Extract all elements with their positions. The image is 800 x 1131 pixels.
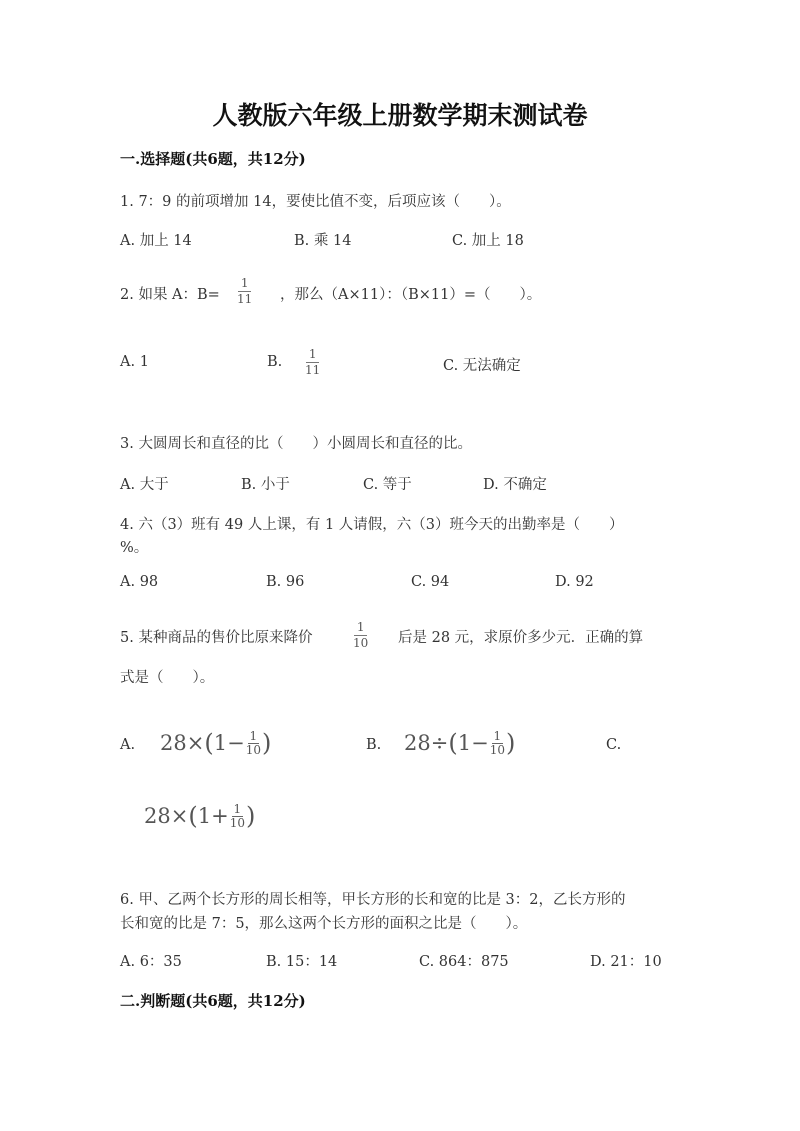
q4-option-c: C. 94 bbox=[411, 574, 450, 590]
question-2-text-end: ，那么（A×11）：（B×11）=（ ）。 bbox=[280, 287, 542, 303]
q3-option-b: B. 小于 bbox=[241, 477, 290, 493]
q2-option-a: A. 1 bbox=[120, 354, 149, 370]
expr-b-operator: ÷ bbox=[430, 731, 449, 755]
q2-fraction-denominator: 11 bbox=[237, 292, 253, 307]
question-4-line-1: 4. 六（3）班有 49 人上课，有 1 人请假，六（3）班今天的出勤率是（ ） bbox=[120, 517, 624, 533]
q5-option-c-label: C. bbox=[606, 737, 622, 753]
expr-c-close-paren: ) bbox=[245, 802, 256, 830]
expr-c-operator: × bbox=[170, 804, 189, 828]
question-4-line-2: %。 bbox=[120, 540, 149, 556]
expr-b-sign: − bbox=[471, 731, 489, 755]
expr-b-open-paren: ( bbox=[448, 729, 458, 757]
q3-option-d: D. 不确定 bbox=[483, 477, 547, 493]
expr-a-open-paren: ( bbox=[204, 729, 214, 757]
q4-option-d: D. 92 bbox=[555, 574, 594, 590]
question-6-line-2: 长和宽的比是 7：5，那么这两个长方形的面积之比是（ ）。 bbox=[120, 916, 528, 932]
q1-option-b: B. 乘 14 bbox=[294, 233, 352, 249]
q5-option-a-label: A. bbox=[120, 737, 136, 753]
q6-option-a: A. 6：35 bbox=[120, 954, 182, 970]
section-heading-judgment: 二.判断题(共6题，共12分) bbox=[120, 992, 306, 1010]
q6-option-c: C. 864：875 bbox=[419, 954, 509, 970]
q5-option-b-expression bbox=[404, 729, 515, 757]
q2-fraction-numerator: 1 bbox=[238, 277, 252, 292]
expr-a-close-paren: ) bbox=[261, 729, 272, 757]
q2-option-b-fraction bbox=[305, 348, 320, 377]
expr-a-number: 28 bbox=[160, 731, 187, 755]
expr-a-fraction-denominator: 10 bbox=[245, 742, 261, 757]
q3-option-c: C. 等于 bbox=[363, 477, 412, 493]
question-2-text-start: 2. 如果 A：B= bbox=[120, 287, 220, 303]
q6-option-b: B. 15：14 bbox=[266, 954, 338, 970]
q5-fraction-numerator: 1 bbox=[354, 621, 368, 636]
expr-a-one: 1 bbox=[213, 731, 228, 755]
question-5-text-start: 5. 某种商品的售价比原来降价 bbox=[120, 630, 313, 646]
question-6-line-1: 6. 甲、乙两个长方形的周长相等，甲长方形的长和宽的比是 3：2，乙长方形的 bbox=[120, 892, 626, 908]
q1-option-a: A. 加上 14 bbox=[120, 233, 192, 249]
q2-option-b-denominator: 11 bbox=[305, 363, 321, 378]
expr-a-fraction bbox=[246, 730, 261, 756]
q2-option-c: C. 无法确定 bbox=[443, 358, 521, 374]
expr-c-one: 1 bbox=[197, 804, 212, 828]
q6-option-d: D. 21：10 bbox=[590, 954, 662, 970]
question-5-text-end: 后是 28 元，求原价多少元．正确的算 bbox=[398, 630, 644, 646]
expr-a-sign: − bbox=[227, 731, 245, 755]
expr-c-open-paren: ( bbox=[188, 802, 198, 830]
question-3-text: 3. 大圆周长和直径的比（ ）小圆周长和直径的比。 bbox=[120, 436, 472, 452]
q5-option-a-expression bbox=[160, 729, 271, 757]
q5-option-b-label: B. bbox=[366, 737, 382, 753]
expr-b-close-paren: ) bbox=[505, 729, 516, 757]
q5-fraction-denominator: 10 bbox=[353, 636, 369, 651]
q5-option-c-expression bbox=[144, 802, 255, 830]
q2-option-b-label: B. bbox=[267, 354, 283, 370]
q1-option-c: C. 加上 18 bbox=[452, 233, 524, 249]
expr-a-fraction-numerator: 1 bbox=[249, 728, 258, 743]
expr-b-one: 1 bbox=[457, 731, 472, 755]
expr-b-number: 28 bbox=[404, 731, 431, 755]
expr-c-fraction bbox=[230, 803, 245, 829]
q2-option-b-numerator: 1 bbox=[306, 348, 320, 363]
expr-c-fraction-denominator: 10 bbox=[229, 815, 245, 830]
q4-option-a: A. 98 bbox=[120, 574, 159, 590]
section-heading-choice: 一.选择题(共6题，共12分) bbox=[120, 150, 306, 168]
expr-c-sign: + bbox=[211, 804, 229, 828]
page-title: 人教版六年级上册数学期末测试卷 bbox=[212, 101, 588, 130]
q2-fraction bbox=[237, 277, 252, 306]
question-5-line-2: 式是（ ）。 bbox=[120, 670, 215, 686]
expr-a-operator: × bbox=[186, 731, 205, 755]
question-1-text: 1. 7：9 的前项增加 14，要使比值不变，后项应该（ ）。 bbox=[120, 194, 511, 210]
expr-c-fraction-numerator: 1 bbox=[233, 801, 242, 816]
expr-b-fraction bbox=[490, 730, 505, 756]
expr-b-fraction-denominator: 10 bbox=[489, 742, 505, 757]
expr-c-number: 28 bbox=[144, 804, 171, 828]
q4-option-b: B. 96 bbox=[266, 574, 305, 590]
q3-option-a: A. 大于 bbox=[120, 477, 169, 493]
expr-b-fraction-numerator: 1 bbox=[493, 728, 502, 743]
q5-fraction bbox=[353, 621, 368, 650]
